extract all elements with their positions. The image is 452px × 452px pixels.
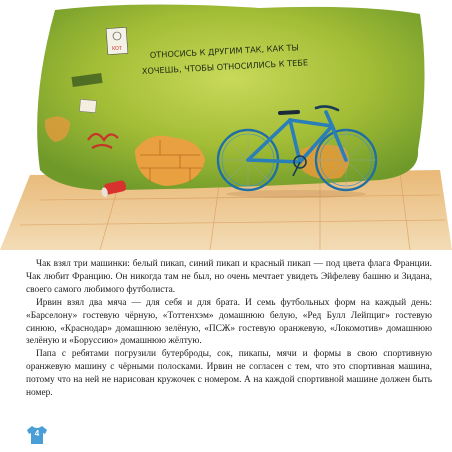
page-number-badge bbox=[26, 425, 48, 445]
kot-poster bbox=[106, 27, 128, 54]
page-number: 4 bbox=[34, 429, 40, 438]
green-wall bbox=[37, 4, 424, 190]
small-poster bbox=[80, 99, 97, 112]
poster-text: КОТ bbox=[112, 46, 122, 52]
graffiti-line-2: ХОЧЕШЬ, ЧТОБЫ ОТНОСИЛИСЬ К ТЕБЕ bbox=[141, 57, 309, 76]
paragraph-2: Ирвин взял два мяча — для себя и для брата. И семь футбольных форм на каждый день: «Барселону» гостевую чёрную, «Тоттенхэм» домашнюю белую, «Ред Булл Лейпциг» гостевую синюю, «Краснодар» домашнюю зелёную, «ПСЖ» гостевую оранжевую, «Локомотив» домашнюю зелёную и «Боруссию» домашнюю жёлтую. bbox=[26, 297, 432, 347]
graffiti-line-1: ОТНОСИСЬ К ДРУГИМ ТАК, КАК ТЫ bbox=[149, 42, 299, 60]
bike-shadow bbox=[226, 190, 366, 198]
story-text bbox=[26, 258, 432, 400]
paragraph-3: Папа с ребятами погрузили бутерброды, сок, пикапы, мячи и формы в свою спортивную оранжевую машину с чёрными полосками. Ирвин не согласен с тем, что это спортивная машина, потому что на ней не нарисован кружочек с номером. А на каждой спортивной машине должен быть номер. bbox=[26, 349, 432, 399]
paragraph-1: Чак взял три машинки: белый пикап, синий пикап и красный пикап — под цвета флага Франции. Чак любит Францию. Он никогда там не был, но очень мечтает увидеть Эйфелеву башню и Зидана, своего самого любимого футболиста. bbox=[26, 259, 432, 295]
